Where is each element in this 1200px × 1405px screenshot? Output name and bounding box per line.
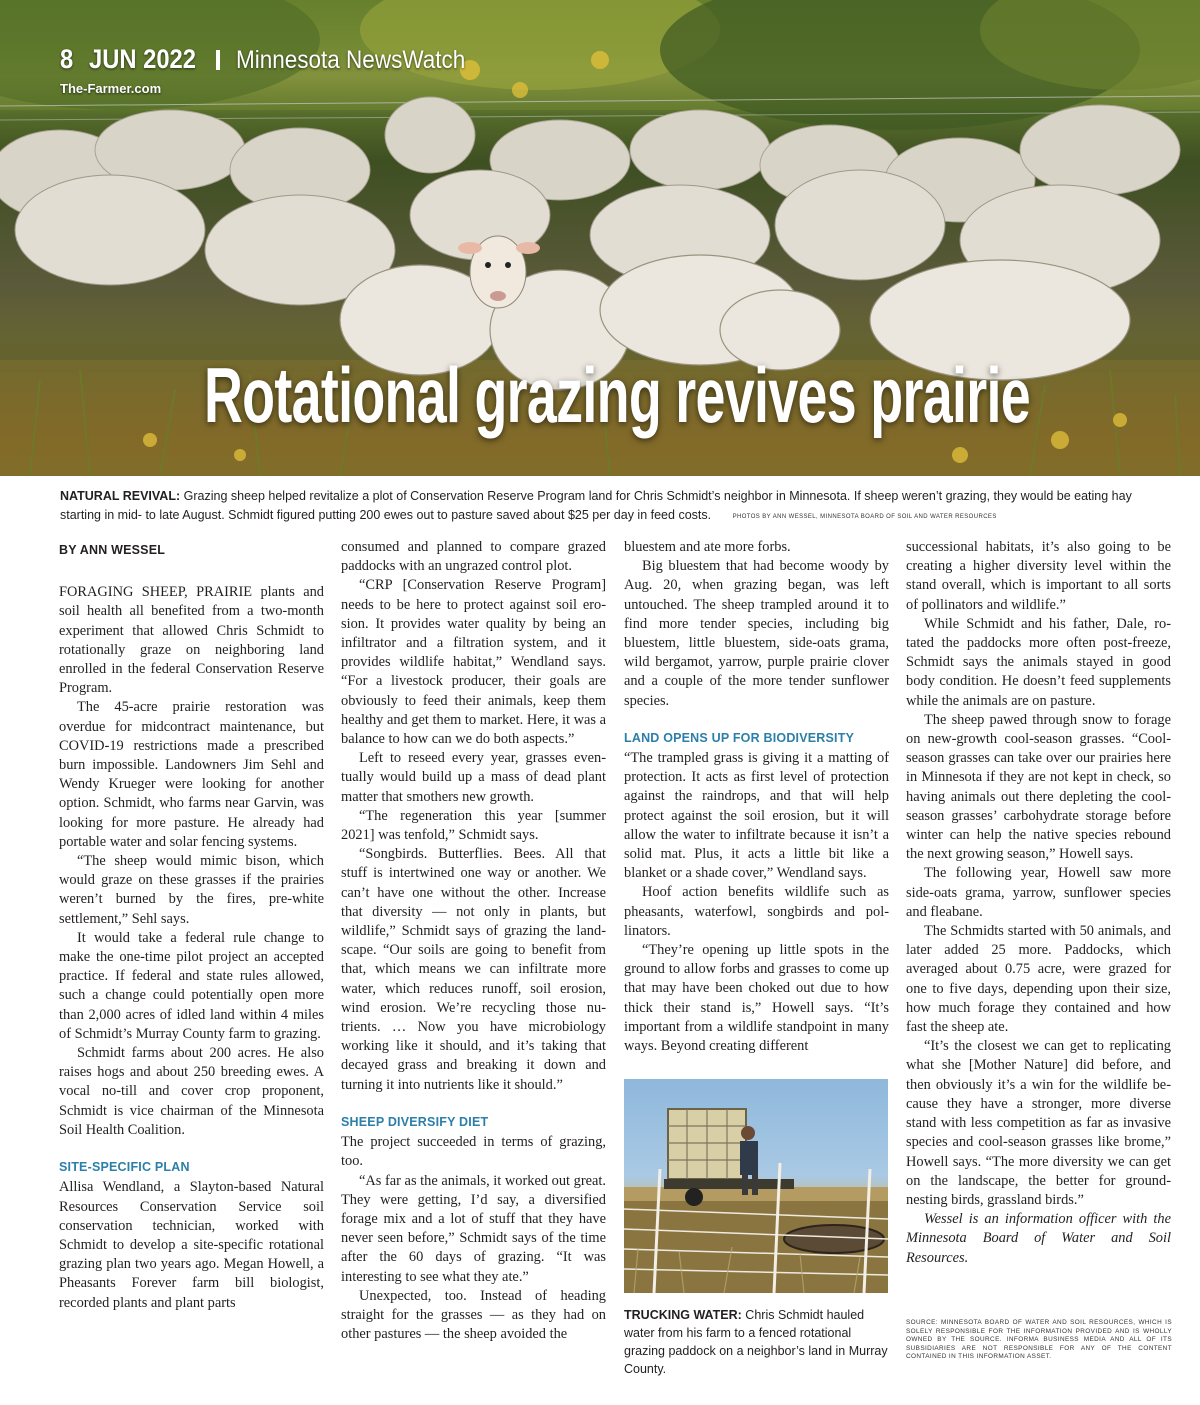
paragraph: Unexpected, too. Instead of heading straight for the grasses — as they had on other pastures — the sheep avoided the xyxy=(341,1287,606,1343)
trucking-water-photo xyxy=(624,1079,888,1293)
paragraph: Big bluestem that had become woody by Aug. 20, when grazing began, was left untouched. The sheep trampled around it to find more tender species, including big bluestem, little bluestem, side-oats grama, wild bergamot, yarrow, purple prairie clover and a couple of the more tender sunflower species. xyxy=(624,558,889,709)
paragraph: The project succeeded in terms of grazing, too. xyxy=(341,1134,606,1170)
paragraph: “They’re opening up little spots in the ground to allow forbs and grasses to come up that may have been choked out due to how thick their stand is,” Howell says. “It’s important from a wildlife standpoint in many ways. Beyond creating different xyxy=(624,942,889,1055)
paragraph: “CRP [Conservation Reserve Program] needs to be here to protect against soil erosion. It provides water quality by being an infiltrator and a filtration system, and it provides wildlife habitat,” Wendland says. “For a livestock producer, their goals are obviously to feed their animals, keep them healthy and get them to market. Here, it was a balance to how can we do both aspects.” xyxy=(341,577,606,748)
caption-label: TRUCKING WATER: xyxy=(624,1308,742,1322)
paragraph: “The regeneration this year [summer 2021] was tenfold,” Schmidt says. xyxy=(341,807,606,844)
paragraph: “Songbirds. Butterflies. Bees. All that stuff is intertwined one way or another. We can’t have one without the other. Increase that diversity — not only in plants, but wildlife,” Schmidt says of grazing the landscape. “Our soils are going to benefit from that, which means we can infiltrate more water, which reduces runoff, soil erosion, wind erosion. We’re recycling those nutrients. … Now you have microbiology working like it should, and it’s taking that decayed grass and breaking it down and turning it into nutrients like it should.” xyxy=(341,846,606,1093)
trucking-water-caption xyxy=(624,1306,890,1378)
section-name: Minnesota NewsWatch xyxy=(235,46,466,74)
water-tank-illustration xyxy=(624,1079,888,1293)
photo-credit: PHOTOS BY ANN WESSEL, MINNESOTA BOARD OF SOIL AND WATER RESOURCES xyxy=(732,514,997,520)
subhead-site-specific-plan: SITE-SPECIFIC PLAN xyxy=(59,1160,190,1175)
paragraph: consumed and planned to compare grazed paddocks with an ungrazed control plot. xyxy=(341,539,606,575)
article-column-3 xyxy=(624,538,889,1056)
folio xyxy=(60,44,491,80)
subhead-land-opens-up: LAND OPENS UP FOR BIODIVERSITY xyxy=(624,730,855,745)
paragraph: Hoof action benefits wildlife such as pheasants, waterfowl, songbirds and pollinators. xyxy=(624,884,889,939)
paragraph: While Schmidt and his father, Dale, rotated the paddocks more often post-freeze, Schmidt says the animals stayed in good body condition. He doesn’t feed supplements while the animals are on pasture. xyxy=(906,615,1171,709)
caption-label: NATURAL REVIVAL: xyxy=(60,489,181,503)
article-column-2 xyxy=(341,538,606,1344)
site-url: The-Farmer.com xyxy=(60,81,162,96)
paragraph: The Schmidts started with 50 animals, and later added 25 more. Paddocks, which averaged about 0.75 acre, were grazed for one to five days, depending upon their size, how much forage they contained and how fast the sheep ate. xyxy=(906,923,1171,1036)
folio-separator xyxy=(216,50,220,70)
paragraph: It would take a federal rule change to make the one-time pilot project an accepted practice. If federal and state rules allowed, such a change could potentially open more than 2,000 acres of idled land within 4 miles of Schmidt’s Murray County farm to grazing. xyxy=(59,929,324,1042)
paragraph: “The trampled grass is giving it a matting of protection. It acts as first level of protection against the raindrops, and that will help protect against the soil erosion, but it will allow the water to infiltrate because it isn’t a solid mat. Plus, it acts a little bit like a blanket or a shade cover,” Wendland says. xyxy=(624,750,889,882)
paragraph: “It’s the closest we can get to replicating what she [Mother Nature] did before, and then obviously it’s a win for the wildlife because they have a stronger, more diverse stand with less competition as far as invasive species and cool-season grasses like brome,” Howell says. “The more diversity we can get on the landscape, the better for ground-nesting birds, grassland birds.” xyxy=(906,1038,1171,1208)
paragraph: FORAGING SHEEP, PRAIRIE plants and soil health all benefited from a two-month experiment that allowed Chris Schmidt to rotationally graze on neighboring land enrolled in the federal Conservation Reserve Program. xyxy=(59,584,324,697)
article-column-1 xyxy=(59,538,324,1313)
author-signoff: Wessel is an information officer with the Minnesota Board of Water and Soil Resources. xyxy=(906,1211,1171,1266)
paragraph: bluestem and ate more forbs. xyxy=(624,539,791,555)
issue-date: JUN 2022 xyxy=(89,44,197,74)
paragraph: The following year, Howell saw more side-oats grama, yarrow, sunflower species and fleabane. xyxy=(906,865,1171,920)
caption-text: Grazing sheep helped revitalize a plot of Conservation Reserve Program land for Chris Schmidt’s neighbor in Minnesota. If sheep weren’t grazing, they would be eating hay starting in mid- to late August. Schmidt figured putting 200 ewes out to pasture saved about $25 per day in feed costs. xyxy=(60,489,1132,522)
lead-photo-caption xyxy=(60,487,1160,527)
source-disclaimer: SOURCE: MINNESOTA BOARD OF WATER AND SOIL RESOURCES, WHICH IS SOLELY RESPONSIBLE FOR THE INFORMATION PROVIDED AND IS WHOLLY OWNED BY THE SOURCE. INFORMA BUSINESS MEDIA AND ALL OF ITS SUBSIDIARIES ARE NOT RESPONSIBLE FOR ANY OF THE CONTENT CONTAINED IN THIS INFORMATION ASSET. xyxy=(906,1319,1172,1361)
caption-text: Chris Schmidt hauled water from his farm to a fenced rotational grazing paddock on a neighbor’s land in Murray County. xyxy=(624,1308,888,1376)
paragraph: Schmidt farms about 200 acres. He also raises hogs and about 250 breeding ewes. A vocal no-till and cover crop proponent, Schmidt is vice chairman of the Minnesota Soil Health Coalition. xyxy=(59,1045,324,1138)
headline: Rotational grazing revives prairie xyxy=(204,351,1030,439)
paragraph: The sheep pawed through snow to forage on new-growth cool-season grasses. “Cool-season grasses can take over our prairies here in Minnesota if they are not kept in check, so having animals out there depleting the cool-season grasses’ carbohydrate storage before winter can help the native species rebound the next growing season,” Howell says. xyxy=(906,711,1171,863)
paragraph: successional habitats, it’s also going to be creating a higher diversity level within the stand overall, which is important to all sorts of pollinators and wildlife.” xyxy=(906,539,1171,613)
byline: BY ANN WESSEL xyxy=(59,543,166,557)
article-column-4 xyxy=(906,538,1171,1268)
hero-photo xyxy=(0,0,1200,476)
paragraph: “The sheep would mimic bison, which would graze on these grasses if the prairies weren’t burned by the fires, pre-white settlement,” Sehl says. xyxy=(59,853,324,927)
paragraph: Allisa Wendland, a Slayton-based Natural Resources Conservation Service soil conservation technician, worked with Schmidt to develop a site-specific rotational grazing plan two years ago. Megan Howell, a Pheasants Forever farm bill biologist, recorded plants and plant parts xyxy=(59,1179,324,1311)
subhead-sheep-diversify-diet: SHEEP DIVERSIFY DIET xyxy=(341,1114,489,1129)
paragraph: “As far as the animals, it worked out great. They were getting, I’d say, a diversified forage mix and a lot of stuff that they have never seen before,” Schmidt says of the time after the 60 days of grazing. “It was interesting to see what they ate.” xyxy=(341,1172,606,1285)
page-number: 8 xyxy=(60,44,74,74)
paragraph: The 45-acre prairie restoration was overdue for midcontract maintenance, but COVID-19 restrictions made a prescribed burn impossible. Landowners Jim Sehl and Wendy Krueger were looking for another option. Schmidt, who farms near Garvin, was looking for more pasture. He already had portable water and solar fencing systems. xyxy=(59,699,324,850)
paragraph: Left to reseed every year, grasses eventually would build up a mass of dead plant matter that smothers new growth. xyxy=(341,750,606,805)
